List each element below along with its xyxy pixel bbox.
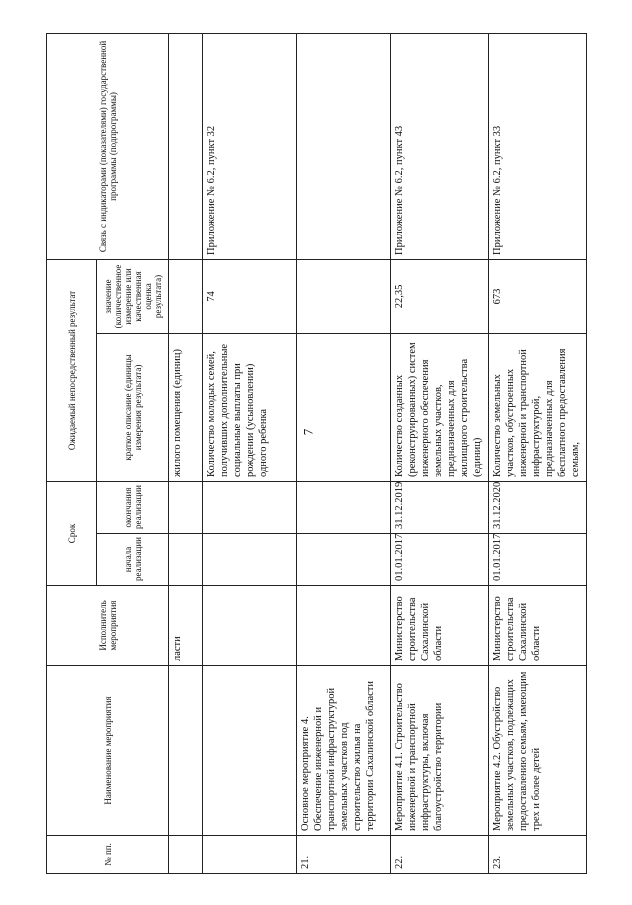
rotated-table-container (46, 34, 586, 874)
header-result-value: значение (количественное измерение или качественная оценка результата) (97, 259, 169, 333)
cell-executor: Министерство строительства Сахалинской области (391, 586, 489, 666)
cell-name: Основное мероприятие 4. Обеспечение инженерной и транспортной инфраструктурой земельных участков под строительство жилья на территории Сахалинской области (297, 666, 391, 836)
cell-end (169, 481, 203, 533)
header-num: № пп. (47, 836, 169, 874)
cell-executor: ласти (169, 586, 203, 666)
header-result: Ожидаемый непосредственный результат (47, 259, 97, 481)
cell-start (203, 534, 297, 586)
cell-name: Мероприятие 4.2. Обустройство земельных участков, подлежащих предоставлению семьям, имеющим трех и более детей (489, 666, 587, 836)
header-result-desc: краткое описание (единицы измерения результата) (97, 333, 169, 481)
cell-desc: Количество земельных участков, обустроенных инженерной и транспортной инфраструктурой, предназначенных для бесплатного предоставления семьям, (489, 333, 587, 481)
table-row (203, 33, 297, 873)
cell-start: 01.01.2017 (391, 534, 489, 586)
cell-link (297, 33, 391, 259)
table-row (169, 33, 203, 873)
cell-value: 22,35 (391, 259, 489, 333)
measures-table (46, 33, 587, 874)
header-term: Срок (47, 481, 97, 585)
cell-name (203, 666, 297, 836)
header-name: Наименование мероприятия (47, 666, 169, 836)
cell-start: 01.01.2017 (489, 534, 587, 586)
cell-desc (297, 333, 391, 481)
page-number: 7 (300, 428, 316, 436)
table-row (489, 33, 587, 873)
cell-end: 31.12.2020 (489, 481, 587, 533)
cell-num (169, 836, 203, 874)
header-end: окончания реализации (97, 481, 169, 533)
header-start: начала реализации (97, 534, 169, 586)
cell-value (169, 259, 203, 333)
cell-num: 22. (391, 836, 489, 874)
cell-start (169, 534, 203, 586)
table-row (391, 33, 489, 873)
cell-link (169, 33, 203, 259)
cell-value: 74 (203, 259, 297, 333)
cell-value (297, 259, 391, 333)
cell-executor (297, 586, 391, 666)
cell-link: Приложение № 6.2, пункт 33 (489, 33, 587, 259)
cell-executor: Министерство строительства Сахалинской области (489, 586, 587, 666)
cell-desc: жилого помещения (единиц) (169, 333, 203, 481)
cell-value: 673 (489, 259, 587, 333)
cell-end (203, 481, 297, 533)
cell-start (297, 534, 391, 586)
cell-executor (203, 586, 297, 666)
cell-link: Приложение № 6.2, пункт 43 (391, 33, 489, 259)
cell-end: 31.12.2019 (391, 481, 489, 533)
table-row (297, 33, 391, 873)
cell-num: 21. (297, 836, 391, 874)
cell-end (297, 481, 391, 533)
cell-desc: Количество молодых семей, получивших дополнительные социальные выплаты при рождении (усыновлении) одного ребенка (203, 333, 297, 481)
header-link: Связь с индикаторами (показателями) государственной программы (подпрограммы) (47, 33, 169, 259)
cell-num: 23. (489, 836, 587, 874)
header-row-1 (47, 33, 97, 873)
header-executor: Исполнитель мероприятия (47, 586, 169, 666)
cell-link: Приложение № 6.2, пункт 32 (203, 33, 297, 259)
cell-desc: Количество созданных (реконструированных) систем инженерного обеспечения земельных участков, предназначенных для жилищного строительства (единиц) (391, 333, 489, 481)
cell-name: Мероприятие 4.1. Строительство инженерной и транспортной инфраструктуры, включая благоустройство территории (391, 666, 489, 836)
cell-name (169, 666, 203, 836)
cell-num (203, 836, 297, 874)
